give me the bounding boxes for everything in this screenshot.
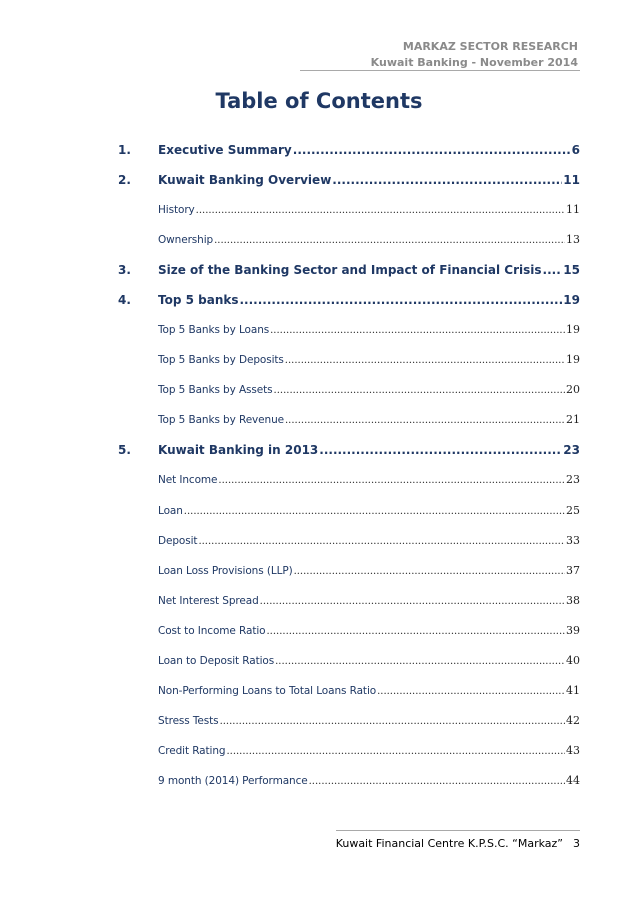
- toc-label: 9 month (2014) Performance: [158, 775, 308, 787]
- toc-leader: [239, 293, 562, 307]
- toc-label: Net Income: [158, 474, 218, 486]
- header-divider: [300, 70, 580, 71]
- toc-entry[interactable]: [118, 443, 580, 461]
- toc-label: Executive Summary: [158, 143, 292, 157]
- toc-leader: [184, 506, 565, 517]
- toc-page: 33: [566, 534, 580, 547]
- toc-leader: [293, 143, 571, 157]
- toc-page: 43: [566, 744, 580, 757]
- toc-page: 40: [566, 654, 580, 667]
- toc-label: Top 5 Banks by Loans: [158, 324, 270, 336]
- toc-subentry[interactable]: [118, 594, 580, 612]
- toc-page: 19: [566, 323, 580, 336]
- toc-number: 4.: [118, 293, 131, 307]
- toc-subentry[interactable]: [118, 624, 580, 642]
- toc-leader: [309, 776, 565, 787]
- toc-label: Cost to Income Ratio: [158, 625, 266, 637]
- toc-subentry[interactable]: [118, 534, 580, 552]
- page-title: Table of Contents: [215, 89, 423, 113]
- toc-label: Stress Tests: [158, 715, 219, 727]
- toc-subentry[interactable]: [118, 203, 580, 221]
- toc-entry[interactable]: [118, 143, 580, 161]
- toc-label: Top 5 Banks by Revenue: [158, 414, 284, 426]
- toc-leader: [285, 355, 565, 366]
- toc-leader: [267, 626, 566, 637]
- toc-subentry[interactable]: [118, 564, 580, 582]
- footer-text: Kuwait Financial Centre K.P.S.C. “Markaz”: [335, 837, 563, 850]
- toc-label: Kuwait Banking in 2013: [158, 443, 319, 457]
- toc-label: Credit Rating: [158, 745, 226, 757]
- toc-label: Kuwait Banking Overview: [158, 173, 332, 187]
- toc-label: Loan to Deposit Ratios: [158, 655, 275, 667]
- toc-leader: [218, 475, 565, 486]
- toc-leader: [275, 656, 565, 667]
- toc-subentry[interactable]: [118, 654, 580, 672]
- toc-subentry[interactable]: [118, 774, 580, 792]
- toc-page: 11: [563, 173, 580, 187]
- toc-label: Size of the Banking Sector and Impact of Financial Crisis: [158, 263, 542, 277]
- toc-page: 21: [566, 413, 580, 426]
- footer-page-number: 3: [573, 837, 580, 850]
- toc-subentry[interactable]: [118, 353, 580, 371]
- toc-leader: [260, 596, 565, 607]
- toc-label: Top 5 banks: [158, 293, 239, 307]
- toc-page: 11: [566, 203, 580, 216]
- toc-label: Loan Loss Provisions (LLP): [158, 565, 293, 577]
- toc-page: 41: [566, 684, 580, 697]
- toc-page: 38: [566, 594, 580, 607]
- toc-entry[interactable]: [118, 173, 580, 191]
- header-org: MARKAZ SECTOR RESEARCH: [402, 40, 578, 53]
- toc-leader: [196, 205, 565, 216]
- toc-label: Loan: [158, 505, 183, 517]
- toc-entry[interactable]: [118, 263, 580, 281]
- toc-subentry[interactable]: [118, 413, 580, 431]
- toc-label: Top 5 Banks by Deposits: [158, 354, 284, 366]
- toc-leader: [198, 536, 565, 547]
- toc-page: 6: [571, 143, 580, 157]
- toc-page: 19: [566, 353, 580, 366]
- toc-leader: [332, 173, 562, 187]
- toc-page: 19: [563, 293, 580, 307]
- toc-subentry[interactable]: [118, 323, 580, 341]
- toc-leader: [270, 325, 565, 336]
- toc-subentry[interactable]: [118, 684, 580, 702]
- toc-leader: [214, 235, 565, 246]
- toc-page: 44: [566, 774, 580, 787]
- toc-subentry[interactable]: [118, 504, 580, 522]
- footer-divider: [336, 830, 580, 831]
- toc-subentry[interactable]: [118, 473, 580, 491]
- toc-leader: [226, 746, 565, 757]
- toc-page: 13: [566, 233, 580, 246]
- toc-page: 37: [566, 564, 580, 577]
- toc-label: Non-Performing Loans to Total Loans Ratio: [158, 685, 377, 697]
- toc-page: 15: [563, 263, 580, 277]
- toc-subentry[interactable]: [118, 714, 580, 732]
- toc-leader: [377, 686, 565, 697]
- toc-entry[interactable]: [118, 293, 580, 311]
- toc-leader: [294, 566, 565, 577]
- toc-label: Net Interest Spread: [158, 595, 259, 607]
- toc-label: Deposit: [158, 535, 198, 547]
- toc-label: Top 5 Banks by Assets: [158, 384, 273, 396]
- toc-number: 3.: [118, 263, 131, 277]
- toc-page: 23: [563, 443, 580, 457]
- toc-label: Ownership: [158, 234, 214, 246]
- toc-page: 20: [566, 383, 580, 396]
- toc-number: 2.: [118, 173, 131, 187]
- toc-leader: [543, 263, 563, 277]
- toc-leader: [285, 415, 565, 426]
- toc-subentry[interactable]: [118, 383, 580, 401]
- header-report: Kuwait Banking - November 2014: [370, 56, 578, 69]
- footer: [336, 837, 580, 850]
- toc-leader: [319, 443, 562, 457]
- toc-label: History: [158, 204, 195, 216]
- toc-number: 1.: [118, 143, 131, 157]
- toc-subentry[interactable]: [118, 233, 580, 251]
- toc-leader: [274, 385, 565, 396]
- toc-number: 5.: [118, 443, 131, 457]
- toc-subentry[interactable]: [118, 744, 580, 762]
- toc-page: 23: [566, 473, 580, 486]
- toc-page: 39: [566, 624, 580, 637]
- toc-page: 42: [566, 714, 580, 727]
- toc-leader: [220, 716, 565, 727]
- toc-page: 25: [566, 504, 580, 517]
